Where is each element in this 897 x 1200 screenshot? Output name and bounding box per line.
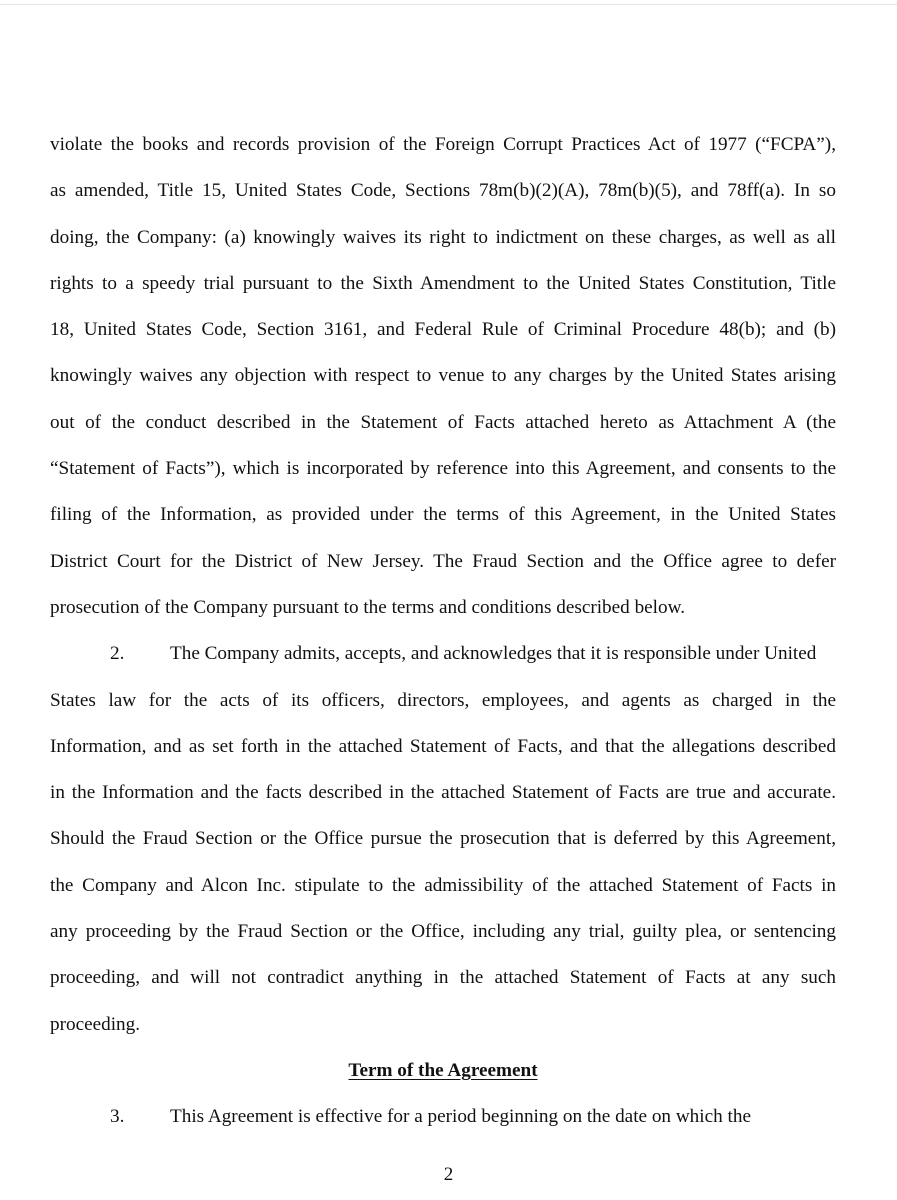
paragraph-first-line bbox=[50, 631, 836, 677]
paragraph-1 bbox=[50, 122, 836, 631]
paragraph-number: 3. bbox=[110, 1106, 125, 1128]
paragraph-line: District Court for the District of New Jersey. The Fraud Section and the Office agree to defer bbox=[50, 550, 836, 572]
paragraph-line: as amended, Title 15, United States Code, Sections 78m(b)(2)(A), 78m(b)(5), and 78ff(a). In so bbox=[50, 180, 836, 202]
paragraph-line: proceeding. bbox=[50, 1013, 141, 1035]
paragraph-2 bbox=[50, 631, 836, 1048]
paragraph-3 bbox=[50, 1094, 836, 1140]
paragraph-line: out of the conduct described in the Statement of Facts attached hereto as Attachment A (the bbox=[50, 411, 836, 433]
section-heading-text: Term of the Agreement bbox=[348, 1059, 538, 1081]
paragraph-first-line bbox=[50, 1094, 836, 1140]
document-body bbox=[50, 122, 836, 1141]
page-number: 2 bbox=[443, 1164, 454, 1185]
paragraph-line: filing of the Information, as provided under the terms of this Agreement, in the United States bbox=[50, 504, 836, 526]
paragraph-line: “Statement of Facts”), which is incorporated by reference into this Agreement, and consents to the bbox=[50, 458, 836, 480]
paragraph-line: Information, and as set forth in the attached Statement of Facts, and that the allegations described bbox=[50, 735, 836, 757]
paragraph-line: 18, United States Code, Section 3161, and Federal Rule of Criminal Procedure 48(b); and (b) bbox=[50, 319, 836, 341]
section-heading bbox=[50, 1048, 836, 1094]
top-edge-rule bbox=[0, 4, 897, 5]
paragraph-first-line-text: The Company admits, accepts, and acknowledges that it is responsible under United bbox=[170, 643, 817, 665]
paragraph-line: any proceeding by the Fraud Section or the Office, including any trial, guilty plea, or sentencing bbox=[50, 921, 836, 943]
paragraph-line: prosecution of the Company pursuant to the terms and conditions described below. bbox=[50, 596, 686, 618]
paragraph-line: violate the books and records provision of the Foreign Corrupt Practices Act of 1977 (“FCPA”), bbox=[50, 134, 836, 155]
paragraph-number: 2. bbox=[110, 643, 125, 665]
paragraph-line: doing, the Company: (a) knowingly waives its right to indictment on these charges, as well as all bbox=[50, 226, 836, 248]
paragraph-line: rights to a speedy trial pursuant to the Sixth Amendment to the United States Constitution, Title bbox=[50, 272, 836, 294]
paragraph-first-line-text: This Agreement is effective for a period beginning on the date on which the bbox=[170, 1106, 751, 1128]
paragraph-line: knowingly waives any objection with respect to venue to any charges by the United States arising bbox=[50, 365, 836, 387]
paragraph-line: States law for the acts of its officers, directors, employees, and agents as charged in the bbox=[50, 689, 836, 711]
paragraph-line: proceeding, and will not contradict anything in the attached Statement of Facts at any such bbox=[50, 967, 836, 989]
paragraph-line: the Company and Alcon Inc. stipulate to the admissibility of the attached Statement of Facts in bbox=[50, 874, 836, 896]
paragraph-line: Should the Fraud Section or the Office pursue the prosecution that is deferred by this Agreement, bbox=[50, 828, 836, 850]
paragraph-line: in the Information and the facts described in the attached Statement of Facts are true and accurate. bbox=[50, 782, 836, 804]
